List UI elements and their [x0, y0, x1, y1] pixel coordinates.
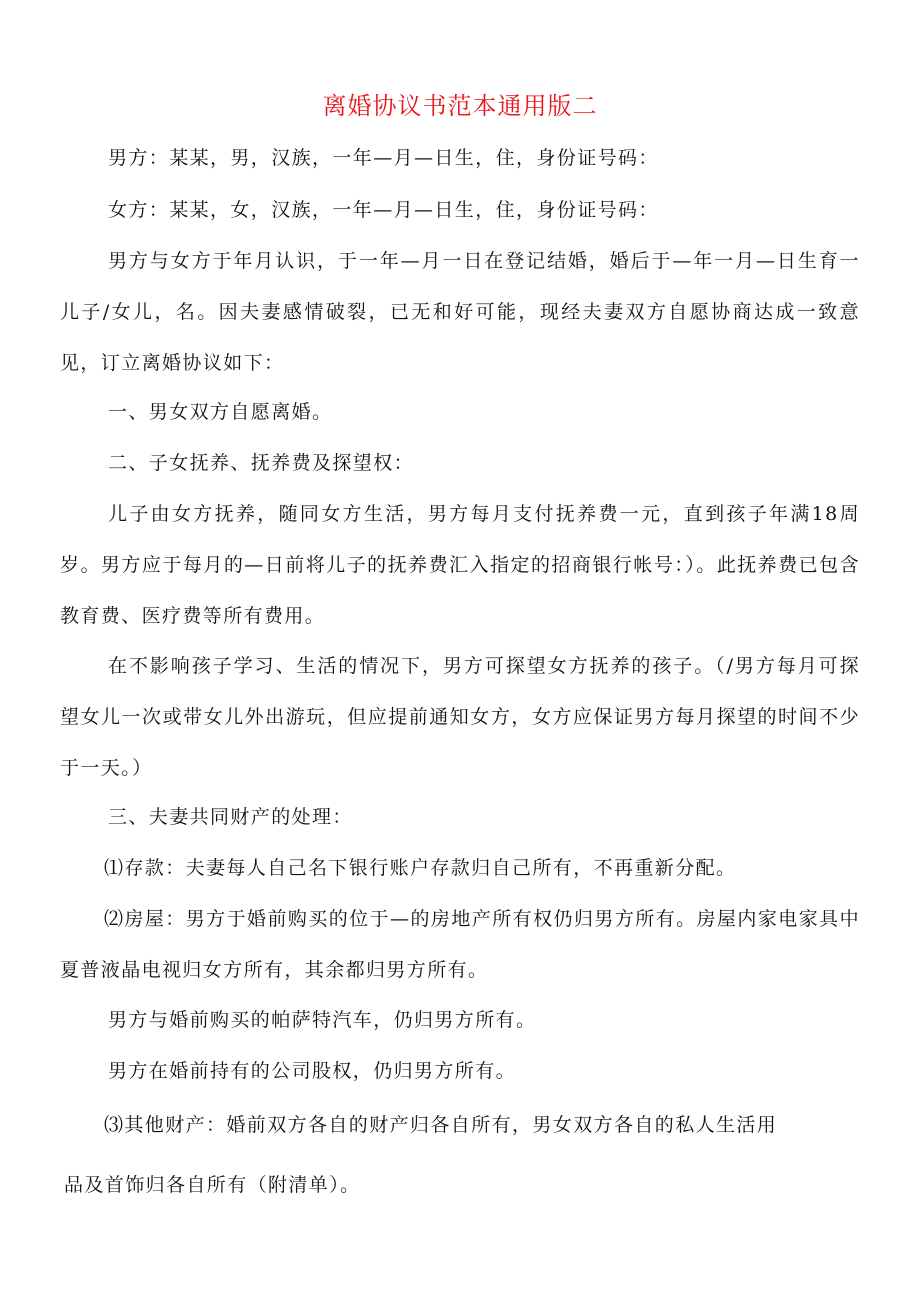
paragraph-car: 男方与婚前购买的帕萨特汽车，仍归男方所有。	[108, 1009, 537, 1031]
paragraph-equity: 男方在婚前持有的公司股权，仍归男方所有。	[108, 1060, 517, 1082]
paragraph-other-property: ⑶其他财产：婚前双方各自的财产归各自所有，男女双方各自的私人生活用	[104, 1114, 778, 1136]
document-title: 离婚协议书范本通用版二	[322, 92, 598, 120]
paragraph-other-property-cont: 品及首饰归各自所有（附清单）。	[64, 1174, 361, 1196]
clause-1: 一、男女双方自愿离婚。	[108, 401, 333, 423]
clause-3-heading: 三、夫妻共同财产的处理：	[108, 806, 353, 828]
paragraph-visitation: 在不影响孩子学习、生活的情况下，男方可探望女方抚养的孩子。（/男方每月可探望女儿一次或带女儿外出游玩，但应提前通知女方，女方应保证男方每月探望的时间不少于一天。）	[60, 655, 860, 779]
paragraph-savings: ⑴存款：夫妻每人自己名下银行账户存款归自己所有，不再重新分配。	[104, 857, 737, 879]
paragraph-wife-info: 女方：某某，女，汉族，一年—月—日生，住，身份证号码：	[108, 199, 659, 221]
paragraph-child-support: 儿子由女方抚养，随同女方生活，男方每月支付抚养费一元，直到孩子年满18周岁。男方应于每月的—日前将儿子的抚养费汇入指定的招商银行帐号：）。此抚养费已包含教育费、医疗费等所有费用。	[60, 503, 860, 627]
paragraph-husband-info: 男方：某某，男，汉族，一年—月—日生，住，身份证号码：	[108, 147, 659, 169]
paragraph-background: 男方与女方于年月认识，于一年—月一日在登记结婚，婚后于—年一月—日生育一儿子/女儿，名。因夫妻感情破裂，已无和好可能，现经夫妻双方自愿协商达成一致意见，订立离婚协议如下：	[60, 250, 860, 374]
paragraph-house: ⑵房屋：男方于婚前购买的位于—的房地产所有权仍归男方所有。房屋内家电家具中夏普液晶电视归女方所有，其余都归男方所有。	[60, 908, 860, 981]
clause-2-heading: 二、子女抚养、抚养费及探望权：	[108, 452, 415, 474]
